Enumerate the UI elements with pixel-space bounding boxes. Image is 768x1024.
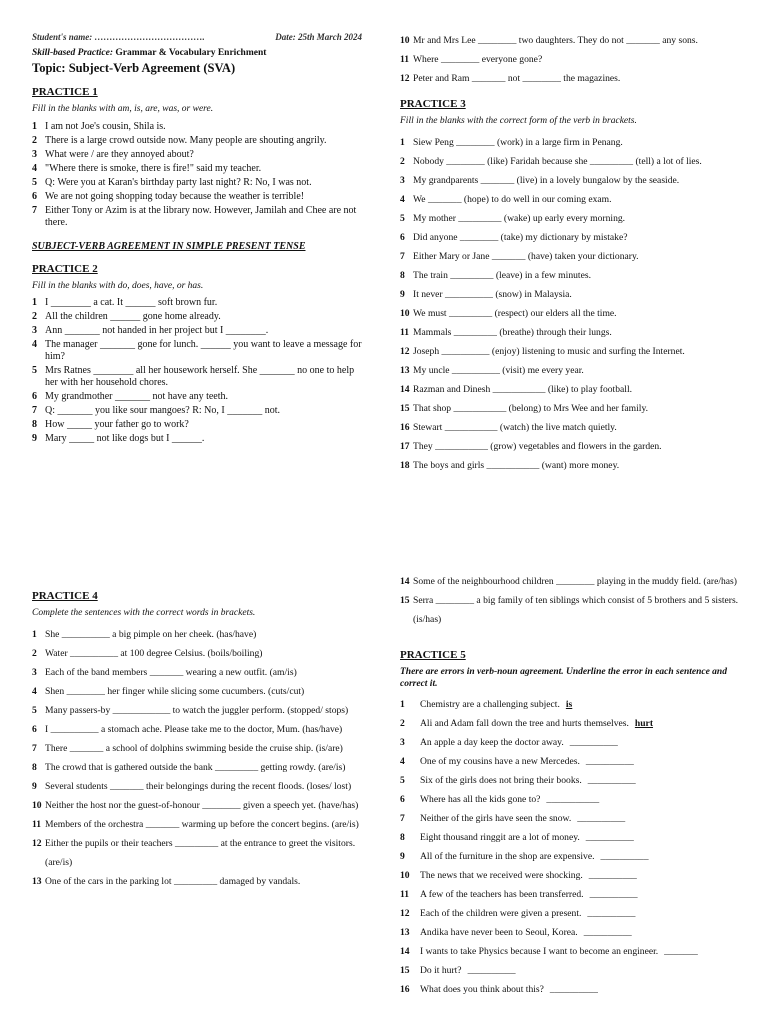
list-item — [32, 625, 367, 644]
item-number: 1 — [400, 136, 405, 148]
list-item — [400, 437, 740, 456]
list-item — [400, 133, 740, 152]
item-number: 3 — [32, 148, 37, 160]
item-text: Some of the neighbourhood children ________ playing in the muddy field. (are/has) — [413, 576, 737, 587]
list-item — [32, 872, 367, 891]
item-number: 6 — [400, 231, 405, 243]
topic-title: Topic: Subject-Verb Agreement (SVA) — [32, 61, 236, 76]
correction-answer: __________ — [577, 812, 626, 824]
list-item — [400, 69, 740, 88]
item-number: 4 — [32, 339, 37, 351]
item-number: 5 — [32, 704, 37, 716]
item-number: 11 — [32, 818, 42, 830]
item-number: 14 — [400, 383, 410, 395]
item-text: Shen ________ her finger while slicing some cucumbers. (cuts/cut) — [45, 685, 305, 697]
item-text: My grandparents _______ (live) in a lovely bungalow by the seaside. — [413, 174, 680, 186]
bottom-left-column — [32, 590, 367, 891]
item-text: There _______ a school of dolphins swimming beside the cruise ship. (is/are) — [45, 742, 343, 754]
item-text: Ann _______ not handed in her project but I ________. — [45, 325, 269, 337]
item-text: Each of the children were given a present. __________ — [420, 904, 740, 923]
item-text: "Where there is smoke, there is fire!" said my teacher. — [45, 162, 262, 174]
item-number: 2 — [32, 311, 37, 323]
item-text: I wants to take Physics because I want to become an engineer. _______ — [420, 942, 740, 961]
item-text: Ali and Adam fall down the tree and hurts themselves. hurt — [420, 714, 740, 733]
header-row — [32, 32, 362, 43]
item-number: 4 — [400, 755, 405, 767]
correction-answer: _______ — [664, 945, 698, 957]
list-item — [400, 342, 740, 361]
item-number: 12 — [400, 907, 410, 919]
item-text: Water __________ at 100 degree Celsius. (boils/boiling) — [45, 647, 263, 659]
practice5-list — [400, 695, 740, 999]
list-item — [400, 809, 740, 828]
list-item — [400, 31, 740, 50]
list-item — [32, 701, 367, 720]
list-item — [400, 380, 740, 399]
list-item — [32, 758, 367, 777]
item-number: 8 — [400, 269, 405, 281]
list-item — [400, 866, 740, 885]
list-item — [32, 739, 367, 758]
list-item — [32, 135, 362, 147]
item-number: 10 — [400, 35, 410, 46]
item-number: 7 — [32, 204, 37, 216]
list-item — [400, 418, 740, 437]
item-text: My uncle __________ (visit) me every year. — [413, 364, 584, 376]
item-text: Q: _______ you like sour mangoes? R: No, I _______ not. — [45, 405, 280, 417]
list-item — [400, 828, 740, 847]
list-item — [400, 247, 740, 266]
item-text: My grandmother _______ not have any teeth. — [45, 391, 229, 403]
item-text: Andika have never been to Seoul, Korea. __________ — [420, 923, 740, 942]
correction-answer: hurt — [634, 717, 654, 729]
item-text: Q: Were you at Karan's birthday party last night? R: No, I was not. — [45, 176, 312, 188]
item-text: The manager _______ gone for lunch. ______ you want to leave a message for him? — [45, 339, 362, 363]
list-item — [32, 644, 367, 663]
correction-answer: __________ — [587, 774, 636, 786]
item-text: Siew Peng ________ (work) in a large firm in Penang. — [413, 136, 623, 148]
practice5-instruction: There are errors in verb-noun agreement. Underline the error in each sentence and correct it. — [400, 667, 727, 689]
item-text: My mother _________ (wake) up early every morning. — [413, 212, 626, 224]
item-text: Many passers-by ____________ to watch the juggler perform. (stopped/ stops) — [45, 704, 349, 716]
item-number: 9 — [32, 433, 37, 445]
item-number: 15 — [400, 964, 410, 976]
list-item — [400, 923, 740, 942]
list-item — [400, 942, 740, 961]
item-text: All the children ______ gone home already. — [45, 311, 221, 323]
item-number: 2 — [32, 647, 37, 659]
item-text: Nobody ________ (like) Faridah because she _________ (tell) a lot of lies. — [413, 155, 702, 167]
item-text: She __________ a big pimple on her cheek. (has/have) — [45, 628, 257, 640]
item-text: Mammals _________ (breathe) through their lungs. — [413, 326, 612, 338]
item-text: Members of the orchestra _______ warming up before the concert begins. (are/is) — [45, 818, 359, 830]
item-number: 3 — [400, 174, 405, 186]
list-item — [400, 171, 740, 190]
item-number: 3 — [32, 666, 37, 678]
item-text: We _______ (hope) to do well in our coming exam. — [413, 193, 612, 205]
correction-answer: __________ — [583, 926, 632, 938]
item-number: 9 — [400, 850, 405, 862]
item-number: 1 — [32, 297, 37, 309]
practice2-title: PRACTICE 2 — [32, 262, 98, 275]
item-number: 6 — [32, 190, 37, 202]
correction-answer: __________ — [585, 831, 634, 843]
item-text: Did anyone ________ (take) my dictionary by mistake? — [413, 231, 628, 243]
list-item — [400, 790, 740, 809]
practice3-title: PRACTICE 3 — [400, 98, 466, 110]
item-number: 5 — [32, 176, 37, 188]
item-text: Joseph __________ (enjoy) listening to music and surfing the Internet. — [413, 345, 685, 357]
item-text: The crowd that is gathered outside the bank _________ getting rowdy. (are/is) — [45, 761, 346, 773]
item-number: 17 — [400, 440, 410, 452]
list-item — [32, 777, 367, 796]
list-item — [32, 720, 367, 739]
item-text: Chemistry are a challenging subject. is — [420, 695, 740, 714]
item-number: 12 — [400, 73, 410, 84]
item-number: 7 — [32, 742, 37, 754]
list-item — [32, 419, 362, 431]
item-text: Several students _______ their belongings during the recent floods. (loses/ lost) — [45, 780, 352, 792]
item-text: Neither of the girls have seen the snow. __________ — [420, 809, 740, 828]
item-number: 15 — [400, 402, 410, 414]
list-item — [400, 304, 740, 323]
item-number: 4 — [32, 162, 37, 174]
item-number: 3 — [400, 736, 405, 748]
subtitle-label: Skill-based Practice: — [32, 47, 113, 58]
list-item — [32, 205, 362, 229]
list-item — [32, 682, 367, 701]
item-text: Serra ________ a big family of ten siblings which consist of 5 brothers and 5 sisters. (is/has) — [413, 595, 739, 625]
item-number: 1 — [32, 628, 37, 640]
item-text: Mr and Mrs Lee ________ two daughters. They do not _______ any sons. — [413, 35, 698, 46]
bottom-right-column — [400, 572, 740, 999]
list-item — [32, 663, 367, 682]
item-number: 5 — [400, 212, 405, 224]
list-item — [400, 980, 740, 999]
correction-answer: __________ — [467, 964, 516, 976]
item-text: Either the pupils or their teachers _________ at the entrance to greet the visitors. (are/is) — [45, 837, 356, 868]
practice1-title: PRACTICE 1 — [32, 86, 98, 99]
list-item — [32, 405, 362, 417]
correction-answer: __________ — [589, 888, 638, 900]
practice4-continued-list — [400, 572, 740, 629]
item-text: All of the furniture in the shop are expensive. __________ — [420, 847, 740, 866]
correction-answer: __________ — [569, 736, 618, 748]
item-text: I am not Joe's cousin, Shila is. — [45, 120, 166, 132]
practice1-list — [32, 121, 362, 229]
practice4-instruction: Complete the sentences with the correct words in brackets. — [32, 608, 256, 619]
list-item — [400, 572, 740, 591]
item-number: 3 — [32, 325, 37, 337]
list-item — [32, 149, 362, 161]
item-number: 8 — [32, 419, 37, 431]
item-number: 9 — [32, 780, 37, 792]
item-number: 9 — [400, 288, 405, 300]
list-item — [400, 152, 740, 171]
correction-answer: is — [565, 698, 573, 710]
list-item — [400, 285, 740, 304]
list-item — [400, 190, 740, 209]
item-text: We are not going shopping today because the weather is terrible! — [45, 190, 305, 202]
item-text: That shop ___________ (belong) to Mrs Wee and her family. — [413, 402, 649, 414]
list-item — [32, 796, 367, 815]
item-text: What does you think about this? __________ — [420, 980, 740, 999]
practice2-list — [32, 297, 362, 445]
item-number: 13 — [400, 926, 410, 938]
practice2-instruction: Fill in the blanks with do, does, have, or has. — [32, 280, 204, 291]
list-item — [400, 266, 740, 285]
item-number: 7 — [400, 250, 405, 262]
subtitle-value: Grammar & Vocabulary Enrichment — [115, 47, 267, 58]
correction-answer: __________ — [585, 755, 634, 767]
item-text: Either Mary or Jane _______ (have) taken your dictionary. — [413, 250, 639, 262]
practice3-list — [400, 133, 740, 475]
top-left-column — [32, 32, 362, 447]
item-text: Mrs Ratnes ________ all her housework herself. She _______ no one to help her with her household chores. — [45, 365, 355, 389]
item-number: 8 — [32, 761, 37, 773]
item-text: The boys and girls ___________ (want) more money. — [413, 459, 620, 471]
correction-answer: __________ — [600, 850, 649, 862]
list-item — [400, 733, 740, 752]
item-text: Where ________ everyone gone? — [413, 54, 543, 65]
item-number: 2 — [400, 717, 405, 729]
item-number: 14 — [400, 576, 410, 587]
item-number: 5 — [400, 774, 405, 786]
list-item — [400, 847, 740, 866]
item-number: 7 — [32, 405, 37, 417]
item-number: 12 — [400, 345, 410, 357]
item-text: Either Tony or Azim is at the library now. However, Jamilah and Chee are not there. — [45, 204, 357, 228]
item-number: 18 — [400, 459, 410, 471]
item-number: 13 — [400, 364, 410, 376]
sva-section-heading: SUBJECT-VERB AGREEMENT IN SIMPLE PRESENT TENSE — [32, 240, 306, 252]
list-item — [32, 163, 362, 175]
list-item — [400, 50, 740, 69]
item-text: Peter and Ram _______ not ________ the magazines. — [413, 73, 621, 84]
practice4-list — [32, 625, 367, 891]
item-text: Each of the band members _______ wearing a new outfit. (am/is) — [45, 666, 297, 678]
item-text: Do it hurt? __________ — [420, 961, 740, 980]
item-number: 1 — [400, 698, 405, 710]
practice5-title: PRACTICE 5 — [400, 649, 466, 661]
item-text: Stewart ___________ (watch) the live match quietly. — [413, 421, 617, 433]
item-number: 4 — [32, 685, 37, 697]
list-item — [400, 695, 740, 714]
list-item — [32, 297, 362, 309]
item-number: 16 — [400, 983, 410, 995]
list-item — [400, 323, 740, 342]
practice2-continued-list — [400, 31, 740, 88]
item-text: Eight thousand ringgit are a lot of money. __________ — [420, 828, 740, 847]
item-number: 2 — [400, 155, 405, 167]
correction-answer: __________ — [549, 983, 598, 995]
list-item — [32, 177, 362, 189]
item-number: 12 — [32, 837, 42, 849]
item-text: An apple a day keep the doctor away. __________ — [420, 733, 740, 752]
practice4-title: PRACTICE 4 — [32, 590, 98, 602]
item-text: Neither the host nor the guest-of-honour ________ given a speech yet. (have/has) — [45, 799, 359, 811]
item-number: 4 — [400, 193, 405, 205]
correction-answer: __________ — [587, 907, 636, 919]
item-number: 11 — [400, 888, 410, 900]
item-number: 1 — [32, 120, 37, 132]
list-item — [400, 361, 740, 380]
item-text: There is a large crowd outside now. Many people are shouting angrily. — [45, 134, 327, 146]
practice1-instruction: Fill in the blanks with am, is, are, was, or were. — [32, 104, 214, 115]
list-item — [400, 456, 740, 475]
list-item — [32, 815, 367, 834]
item-number: 6 — [32, 391, 37, 403]
item-number: 16 — [400, 421, 410, 433]
item-text: What were / are they annoyed about? — [45, 148, 194, 160]
item-text: A few of the teachers has been transferred. __________ — [420, 885, 740, 904]
item-text: They ___________ (grow) vegetables and flowers in the garden. — [413, 440, 662, 452]
list-item — [32, 325, 362, 337]
list-item — [32, 339, 362, 363]
skill-subtitle — [32, 48, 362, 59]
correction-answer: ___________ — [546, 793, 600, 805]
item-text: I __________ a stomach ache. Please take me to the doctor, Mum. (has/have) — [45, 723, 343, 735]
item-text: One of the cars in the parking lot _________ damaged by vandals. — [45, 875, 301, 887]
item-text: Where has all the kids gone to? ___________ — [420, 790, 740, 809]
item-number: 10 — [32, 799, 42, 811]
item-text: The news that we received were shocking. __________ — [420, 866, 740, 885]
list-item — [400, 714, 740, 733]
top-right-column — [400, 31, 740, 475]
list-item — [400, 961, 740, 980]
list-item — [400, 752, 740, 771]
item-text: Mary _____ not like dogs but I ______. — [45, 433, 205, 445]
list-item — [32, 433, 362, 445]
item-text: We must _________ (respect) our elders all the time. — [413, 307, 617, 319]
item-number: 2 — [32, 134, 37, 146]
correction-answer: __________ — [588, 869, 637, 881]
student-name-line: Student's name: ………………………………. — [32, 32, 205, 42]
item-text: Razman and Dinesh ___________ (like) to play football. — [413, 383, 633, 395]
list-item — [32, 121, 362, 133]
item-number: 15 — [400, 595, 410, 606]
item-number: 14 — [400, 945, 410, 957]
date-line: Date: 25th March 2024 — [275, 32, 362, 42]
item-text: The train _________ (leave) in a few minutes. — [413, 269, 591, 281]
item-number: 11 — [400, 326, 410, 338]
list-item — [32, 365, 362, 389]
item-number: 6 — [400, 793, 405, 805]
item-number: 10 — [400, 869, 410, 881]
item-number: 10 — [400, 307, 410, 319]
list-item — [400, 771, 740, 790]
list-item — [32, 191, 362, 203]
list-item — [32, 834, 367, 872]
item-number: 7 — [400, 812, 405, 824]
list-item — [400, 209, 740, 228]
item-number: 6 — [32, 723, 37, 735]
list-item — [32, 391, 362, 403]
item-text: I ________ a cat. It ______ soft brown fur. — [45, 297, 218, 309]
item-number: 8 — [400, 831, 405, 843]
item-number: 5 — [32, 365, 37, 377]
item-text: Six of the girls does not bring their books. __________ — [420, 771, 740, 790]
item-number: 13 — [32, 875, 42, 887]
list-item — [400, 399, 740, 418]
list-item — [400, 228, 740, 247]
item-text: It never __________ (snow) in Malaysia. — [413, 288, 572, 300]
list-item — [400, 591, 740, 629]
list-item — [400, 904, 740, 923]
practice3-instruction: Fill in the blanks with the correct form of the verb in brackets. — [400, 116, 637, 127]
list-item — [400, 885, 740, 904]
list-item — [32, 311, 362, 323]
item-text: One of my cousins have a new Mercedes. __________ — [420, 752, 740, 771]
item-text: How _____ your father go to work? — [45, 419, 189, 431]
item-number: 11 — [400, 54, 410, 65]
